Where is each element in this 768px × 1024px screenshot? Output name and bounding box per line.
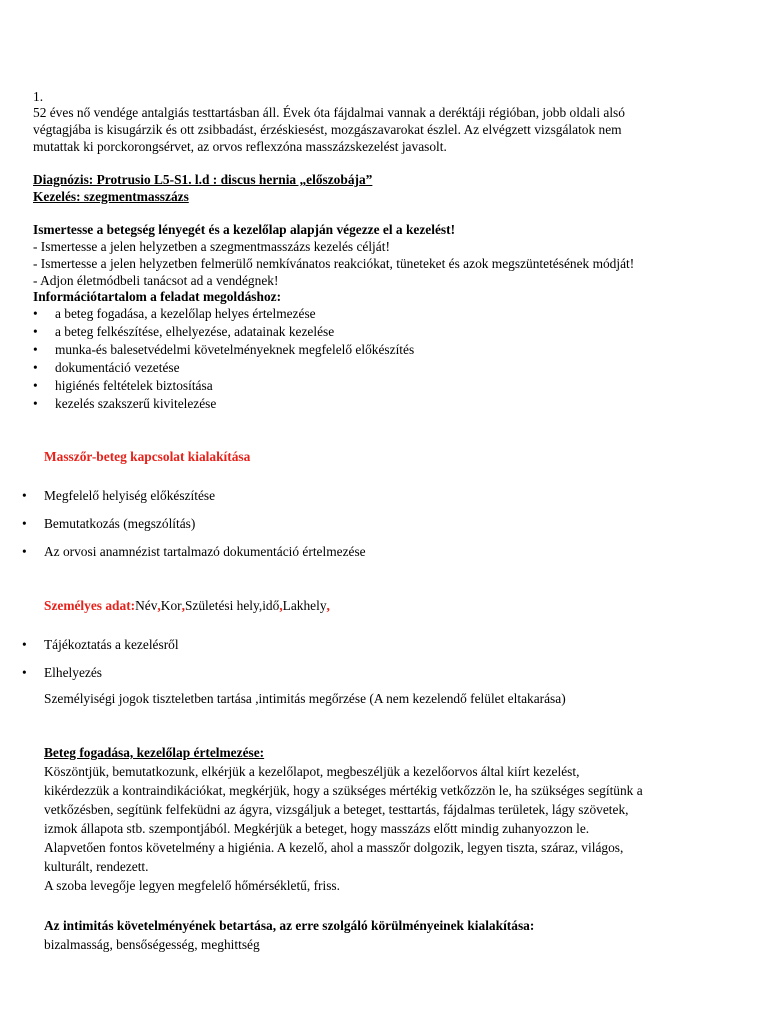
info-item-text: a beteg felkészítése, elhelyezése, adatainak kezelése [55,324,335,339]
info-item-text: munka-és balesetvédelmi követelményeknek megfelelő előkészítés [55,342,415,357]
bullet-icon: • [33,342,38,357]
relationship-heading: Masszőr-beteg kapcsolat kialakítása [44,449,251,464]
reception-heading: Beteg fogadása, kezelőlap értelmezése: [44,745,265,760]
relationship-item-text: Bemutatkozás (megszólítás) [44,516,196,531]
case-line: mutattak ki porckorongsérvet, az orvos reflexzóna masszázskezelést javasolt. [33,139,447,154]
relationship-item-text: Az orvosi anamnézist tartalmazó dokumentáció értelmezése [44,544,366,559]
instruction-line: - Ismertesse a jelen helyzetben felmerülő nemkívánatos reakciókat, tüneteket és azok megszüntetésének módját! [33,256,635,271]
intimacy-heading: Az intimitás követelményének betartása, az erre szolgáló körülményeinek kialakítása: [44,918,535,933]
instruction-line: - Ismertesse a jelen helyzetben a szegmentmasszázs kezelés célját! [33,239,390,254]
bullet-icon: • [33,306,38,321]
personal-data-line [44,597,330,614]
personal-item-text: Tájékoztatás a kezelésről [44,637,179,652]
reception-line: izmok állapota stb. szempontjából. Megkérjük a beteget, hogy masszázs előtt mindig zuhanyozzon le. [44,821,590,836]
personal-item-text: Elhelyezés [44,665,102,680]
relationship-item-text: Megfelelő helyiség előkészítése [44,488,216,503]
rights-line: Személyiségi jogok tiszteletben tartása ,intimitás megőrzése (A nem kezelendő felület eltakarása) [44,691,566,706]
personal-field: Lakhely [282,598,327,613]
case-line: végtagjába is kisugárzik és ott zsibbadást, érzéskiesést, mozgászavarokat észlel. Az elvégzett vizsgálatok nem [33,122,622,137]
intimacy-text: bizalmasság, bensőségesség, meghittség [44,937,260,952]
bullet-icon: • [22,544,27,559]
field-separator: , [181,598,185,613]
case-line: 52 éves nő vendége antalgiás testtartásban áll. Évek óta fájdalmai vannak a deréktáji régióban, jobb oldali alsó [33,105,625,120]
personal-field: Születési hely,idő [184,598,280,613]
info-item-text: a beteg fogadása, a kezelőlap helyes értelmezése [55,306,316,321]
personal-field: Név [135,598,158,613]
instruction-line: - Adjon életmódbeli tanácsot ad a vendégnek! [33,273,279,288]
field-separator: , [326,598,330,613]
reception-line: Alapvetően fontos követelmény a higiénia. A kezelő, ahol a masszőr dolgozik, legyen tiszta, száraz, világos, [44,840,624,855]
personal-field: Kor [160,598,182,613]
bullet-icon: • [33,324,38,339]
bullet-icon: • [22,637,27,652]
diagnosis: Diagnózis: Protrusio L5-S1. l.d : discus hernia „előszobája” [33,172,373,187]
reception-line: kikérdezzük a kontraindikációkat, megkérjük, hogy a szükséges mértékig vetkőzzön le, ha szükséges segítünk a [44,783,643,798]
bullet-icon: • [22,516,27,531]
reception-line: vetkőzésben, segítünk felfeküdni az ágyra, vizsgáljuk a beteget, testtartás, fájdalmas területek, lágy szövetek, [44,802,629,817]
bullet-icon: • [33,360,38,375]
reception-paragraph [44,762,744,895]
reception-line: A szoba levegője legyen megfelelő hőmérsékletű, friss. [44,878,340,893]
info-heading: Információtartalom a feladat megoldáshoz: [33,289,282,304]
reception-line: Köszöntjük, bemutatkozunk, elkérjük a kezelőlapot, megbeszéljük a kezelőorvos által kiírt kezelést, [44,764,580,779]
instruction-heading: Ismertesse a betegség lényegét és a kezelőlap alapján végezze el a kezelést! [33,222,456,237]
bullet-icon: • [33,378,38,393]
info-item-text: kezelés szakszerű kivitelezése [55,396,217,411]
personal-data-label: Személyes adat: [44,598,136,613]
field-separator: , [157,598,161,613]
field-separator: , [279,598,283,613]
reception-line: kulturált, rendezett. [44,859,149,874]
info-item-text: dokumentáció vezetése [55,360,180,375]
bullet-icon: • [22,665,27,680]
task-number: 1. [33,89,44,104]
info-item-text: higiénés feltételek biztosítása [55,378,213,393]
treatment: Kezelés: szegmentmasszázs [33,189,189,204]
bullet-icon: • [33,396,38,411]
bullet-icon: • [22,488,27,503]
